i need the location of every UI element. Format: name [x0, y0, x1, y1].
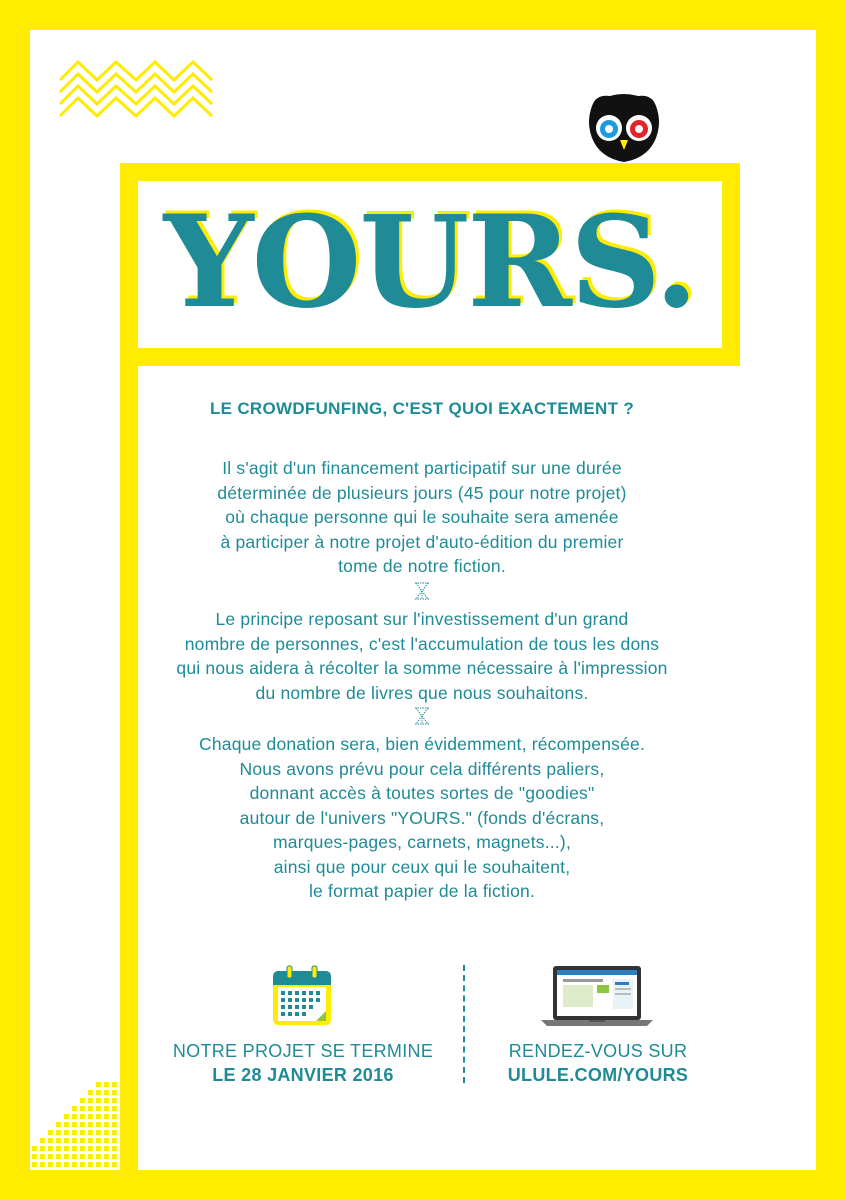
paragraph-principle: Le principe reposant sur l'investissement d'un grand nombre de personnes, c'est l'accumulation de tous les dons qui nous aidera à récolter la somme nécessaire à l'impression du nombre de livres que nous souhaitons.	[176, 609, 668, 703]
project-end-date: LE 28 JANVIER 2016	[212, 1065, 394, 1085]
owl-icon	[586, 92, 662, 164]
paragraph-definition: Il s'agit d'un financement participatif sur une durée déterminée de plusieurs jours (45 pour notre projet) où chaque personne qui le souhaite sera amenée à participer à notre projet d'auto-édition du premier tome de notre fiction.	[217, 458, 627, 576]
hourglass-icon	[414, 582, 430, 600]
dashed-divider	[463, 965, 465, 1083]
visit-url[interactable]: ULULE.COM/YOURS	[507, 1065, 689, 1085]
dots-icon	[32, 1082, 118, 1168]
calendar-icon	[272, 965, 332, 1027]
visit-info	[488, 1039, 708, 1087]
project-end-info	[163, 1039, 443, 1087]
poster-title: YOURS.	[163, 188, 697, 336]
laptop-icon	[541, 965, 653, 1027]
hourglass-icon	[414, 707, 430, 725]
section-heading: LE CROWDFUNFING, C'EST QUOI EXACTEMENT ?	[209, 399, 635, 418]
visit-label: RENDEZ-VOUS SUR	[508, 1041, 688, 1061]
zigzag-icon	[58, 58, 218, 122]
paragraph-rewards: Chaque donation sera, bien évidemment, récompensée. Nous avons prévu pour cela différents paliers, donnant accès à toutes sortes de "goodies" autour de l'univers "YOURS." (fonds d'écrans, marques-pages, carnets, magnets...), ainsi que pour ceux qui le souhaitent, le format papier de la fiction.	[198, 734, 646, 901]
project-end-label: NOTRE PROJET SE TERMINE	[172, 1041, 434, 1061]
